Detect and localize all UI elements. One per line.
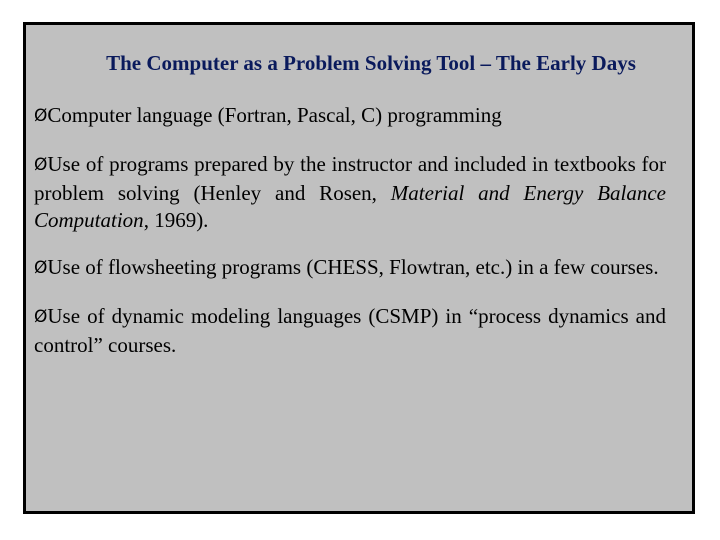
bullet-text: Computer language (Fortran, Pascal, C) programming — [47, 103, 502, 127]
bullet-text: Use of flowsheeting programs (CHESS, Flowtran, etc.) in a few courses. — [47, 255, 659, 279]
bullet-list — [34, 102, 666, 379]
bullet-item — [34, 254, 666, 283]
bullet-text: Use of programs prepared by the instructor and included in textbooks for problem solving (Henley and Rosen, — [34, 152, 666, 205]
bullet-text-tail: , 1969). — [143, 208, 209, 232]
bullet-item — [34, 102, 666, 131]
slide-frame — [23, 22, 695, 514]
bullet-item — [34, 151, 666, 234]
bullet-text: Use of dynamic modeling languages (CSMP) in “process dynamics and control” courses. — [34, 304, 666, 357]
bullet-arrow-icon: Ø — [34, 155, 48, 175]
bullet-arrow-icon: Ø — [34, 258, 48, 278]
bullet-arrow-icon: Ø — [34, 307, 48, 327]
slide-title: The Computer as a Problem Solving Tool – The Early Days — [106, 51, 636, 75]
bullet-arrow-icon: Ø — [34, 106, 48, 126]
bullet-item — [34, 303, 666, 359]
book-title: Material and Energy Balance Computation — [34, 181, 667, 232]
